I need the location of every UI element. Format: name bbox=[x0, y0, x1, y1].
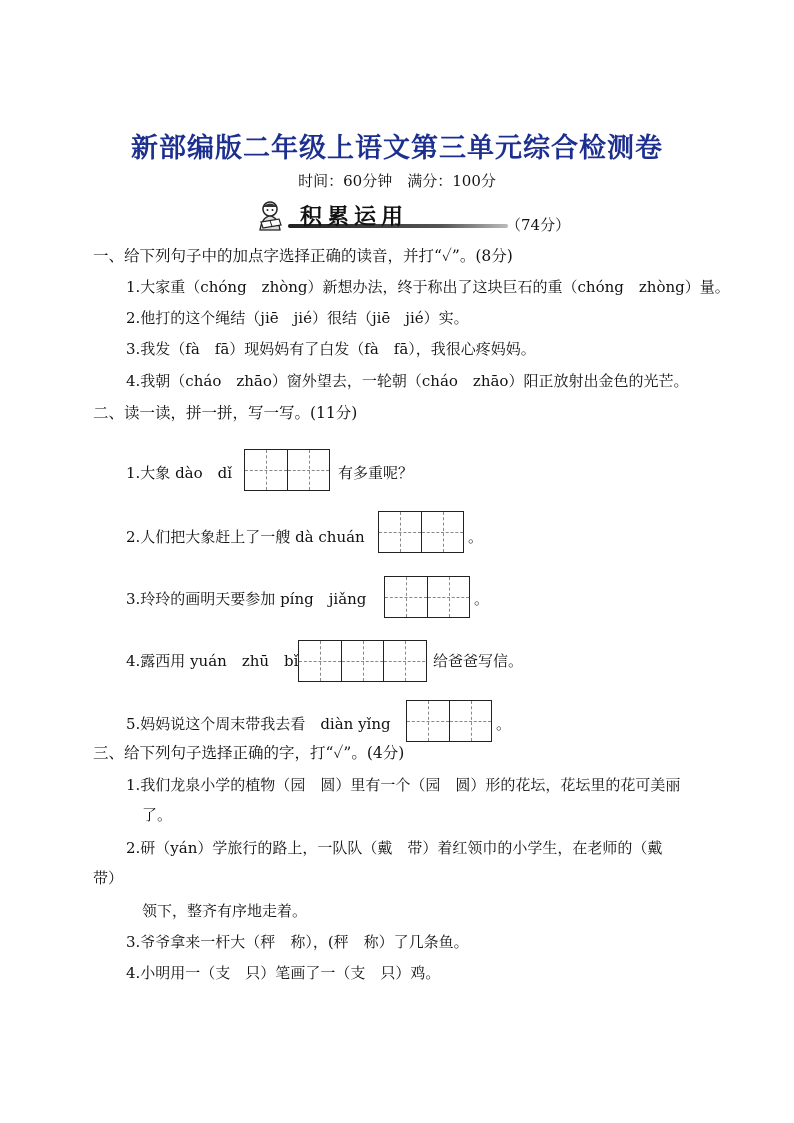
q2-suffix: 。 bbox=[496, 715, 512, 733]
q2-suffix: 给爸爸写信。 bbox=[433, 652, 524, 670]
student-reading-icon bbox=[252, 200, 292, 232]
q2-prompt: 5.妈妈说这个周末带我去看 diàn yǐng bbox=[126, 715, 391, 733]
section-score: （74分） bbox=[506, 216, 571, 234]
writing-grid[interactable] bbox=[406, 700, 492, 742]
page-title: 新部编版二年级上语文第三单元综合检测卷 bbox=[131, 133, 663, 164]
q3-item: 3.爷爷拿来一杆大（秤 称），(秤 称）了几条鱼。 bbox=[126, 933, 469, 951]
grid-cell[interactable] bbox=[449, 701, 491, 741]
section-banner bbox=[248, 198, 578, 234]
q2-prompt: 4.露西用 yuán zhū bǐ bbox=[126, 652, 299, 670]
grid-cell[interactable] bbox=[341, 641, 383, 681]
q3-item: 4.小明用一（支 只）笔画了一（支 只）鸡。 bbox=[126, 964, 441, 982]
q3-item: 2.研（yán）学旅行的路上，一队队（戴 带）着红领巾的小学生，在老师的（戴 bbox=[126, 839, 663, 857]
grid-cell[interactable] bbox=[385, 577, 427, 617]
grid-cell[interactable] bbox=[427, 577, 469, 617]
section-title: 积累运用 bbox=[300, 205, 409, 230]
grid-cell[interactable] bbox=[299, 641, 341, 681]
q3-item-cont: 带） bbox=[93, 869, 124, 887]
grid-cell[interactable] bbox=[287, 450, 329, 490]
q2-suffix: 。 bbox=[474, 590, 490, 608]
q2-prompt: 1.大象 dào dǐ bbox=[126, 464, 233, 482]
writing-grid[interactable] bbox=[244, 449, 330, 491]
q2-prompt: 3.玲玲的画明天要参加 píng jiǎng bbox=[126, 590, 367, 608]
q2-heading: 二、读一读，拼一拼，写一写。(11分) bbox=[93, 404, 358, 422]
q2-suffix: 。 bbox=[468, 528, 484, 546]
writing-grid[interactable] bbox=[384, 576, 470, 618]
q2-suffix: 有多重呢？ bbox=[338, 464, 414, 482]
writing-grid[interactable] bbox=[378, 511, 464, 553]
q1-item: 1.大家重（chóng zhòng）新想办法，终于称出了这块巨石的重（chóng zhòng）量。 bbox=[126, 278, 730, 296]
q3-item-cont: 领下，整齐有序地走着。 bbox=[142, 902, 308, 920]
q1-item: 3.我发（fà fā）现妈妈有了白发（fà fā），我很心疼妈妈。 bbox=[126, 340, 536, 358]
q2-prompt: 2.人们把大象赶上了一艘 dà chuán bbox=[126, 528, 365, 546]
writing-grid[interactable] bbox=[298, 640, 427, 682]
grid-cell[interactable] bbox=[383, 641, 425, 681]
q1-heading: 一、给下列句子中的加点字选择正确的读音，并打“✓”。(8分) bbox=[93, 247, 513, 265]
grid-cell[interactable] bbox=[379, 512, 421, 552]
q1-item: 2.他打的这个绳结（jiē jié）很结（jiē jié）实。 bbox=[126, 309, 469, 327]
grid-cell[interactable] bbox=[245, 450, 287, 490]
q3-item-cont: 了。 bbox=[142, 806, 173, 824]
q3-item: 1.我们龙泉小学的植物（园 圆）里有一个（园 圆）形的花坛，花坛里的花可美丽 bbox=[126, 776, 681, 794]
q3-heading: 三、给下列句子选择正确的字，打“✓”。(4分) bbox=[93, 744, 405, 762]
grid-cell[interactable] bbox=[407, 701, 449, 741]
grid-cell[interactable] bbox=[421, 512, 463, 552]
exam-time-score: 时间：60分钟 满分：100分 bbox=[298, 172, 496, 190]
q1-item: 4.我朝（cháo zhāo）窗外望去，一轮朝（cháo zhāo）阳正放射出金色的光芒。 bbox=[126, 372, 689, 390]
